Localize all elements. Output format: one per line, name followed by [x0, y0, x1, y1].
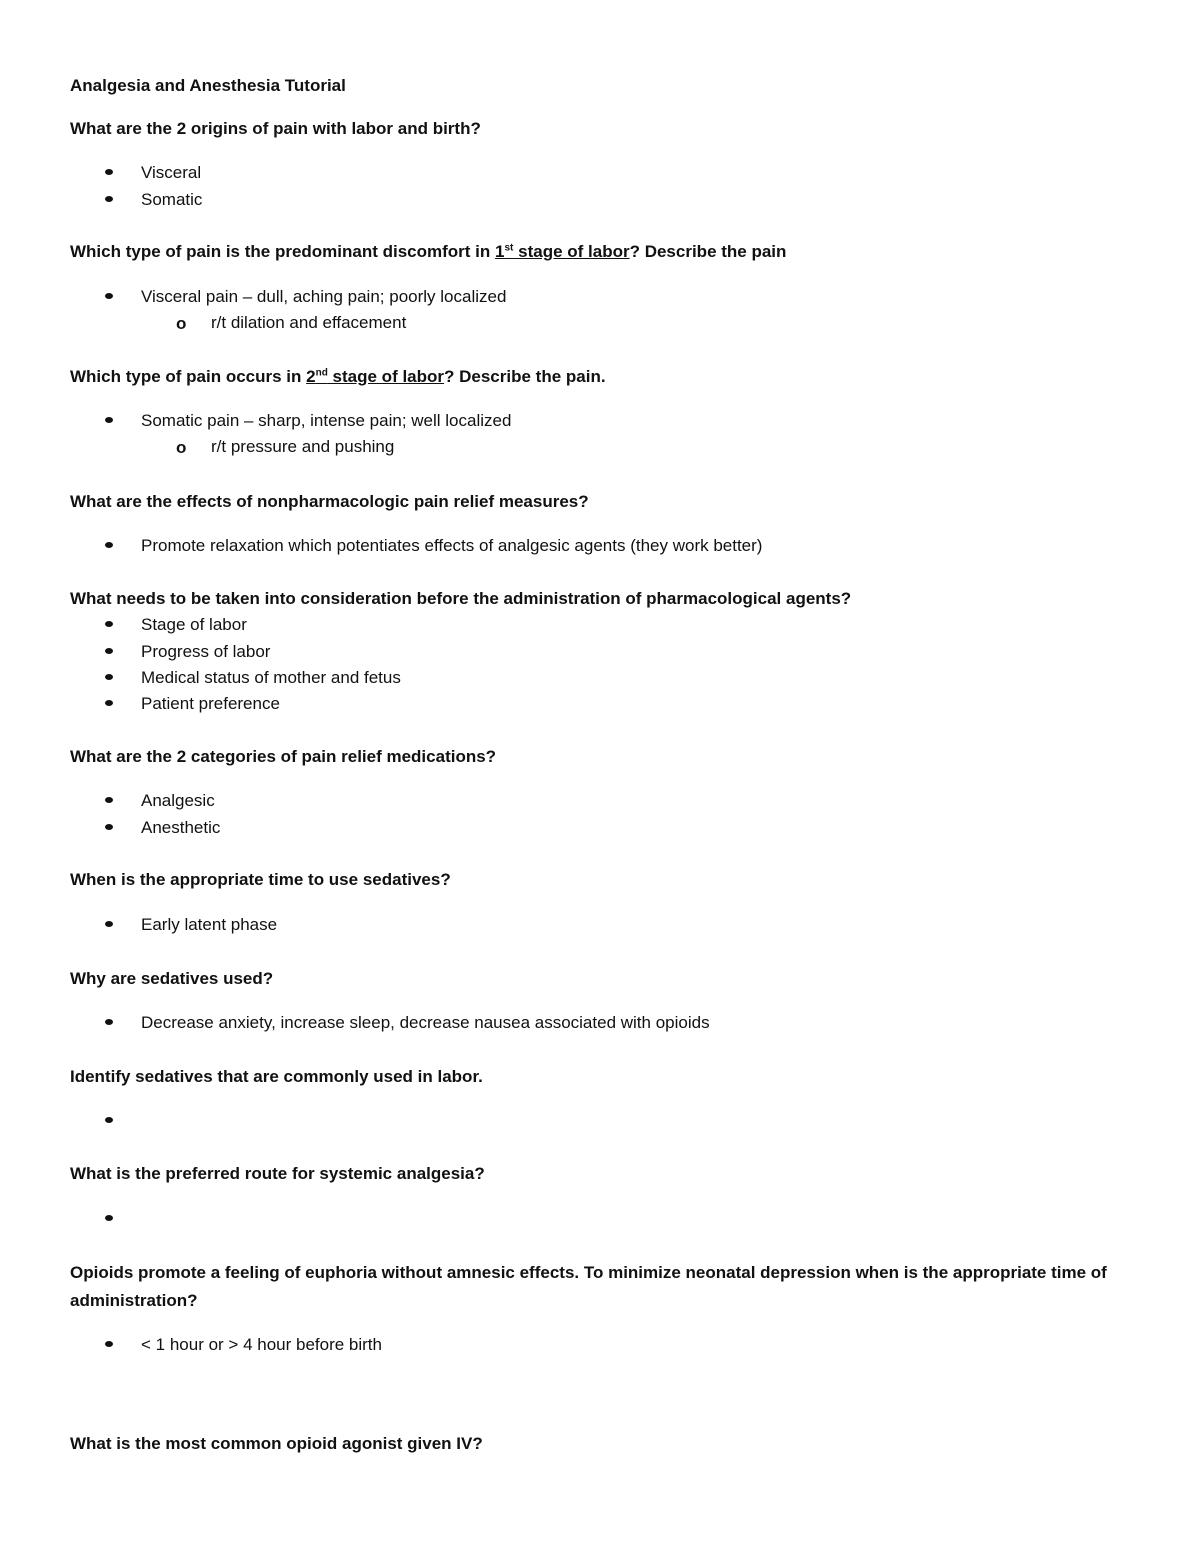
bullet-icon — [105, 824, 113, 830]
answer-visceral-pain: Visceral pain – dull, aching pain; poorly localized — [141, 287, 507, 306]
answer-analgesic: Analgesic — [141, 791, 215, 810]
bullet-icon — [105, 1019, 113, 1025]
bullet-icon — [105, 1341, 113, 1347]
bullet-icon — [105, 293, 113, 299]
question-text-end: ? Describe the pain — [629, 242, 787, 261]
answer-early-latent: Early latent phase — [141, 915, 278, 934]
stage-number: 2 — [306, 367, 316, 386]
question-considerations: What needs to be taken into consideration before the administration of pharmacological agents? — [70, 589, 852, 608]
sub-answer-pressure: r/t pressure and pushing — [211, 437, 395, 456]
bullet-icon — [105, 674, 113, 680]
question-sedative-timing: When is the appropriate time to use sedatives? — [70, 870, 451, 889]
question-text: Which type of pain occurs in — [70, 367, 307, 386]
ordinal-suffix: nd — [315, 367, 328, 379]
bullet-icon — [105, 196, 113, 202]
sub-bullet-icon: o — [176, 438, 187, 457]
bullet-icon — [105, 169, 113, 175]
question-pain-origins: What are the 2 origins of pain with labor and birth? — [70, 119, 481, 138]
answer-visceral: Visceral — [141, 163, 202, 182]
question-opioid-agonist: What is the most common opioid agonist given IV? — [70, 1434, 483, 1453]
stage-reference — [495, 242, 630, 261]
question-text: Which type of pain is the predominant discomfort in — [70, 242, 496, 261]
question-preferred-route: What is the preferred route for systemic analgesia? — [70, 1164, 485, 1183]
answer-anesthetic: Anesthetic — [141, 818, 221, 837]
answer-patient-preference: Patient preference — [141, 694, 280, 713]
answer-medical-status: Medical status of mother and fetus — [141, 668, 401, 687]
stage-reference — [306, 367, 444, 386]
bullet-icon — [105, 921, 113, 927]
bullet-icon — [105, 417, 113, 423]
question-second-stage-pain — [70, 366, 606, 388]
stage-label: stage of labor — [327, 367, 445, 386]
bullet-icon — [105, 700, 113, 706]
ordinal-suffix: st — [504, 242, 514, 254]
question-identify-sedatives: Identify sedatives that are commonly used in labor. — [70, 1067, 483, 1086]
question-opioid-timing: Opioids promote a feeling of euphoria without amnesic effects. To minimize neonatal depression when is the appropriate time of administration? — [70, 1263, 1107, 1310]
bullet-icon — [105, 1117, 113, 1123]
bullet-icon — [105, 797, 113, 803]
sub-bullet-icon: o — [176, 314, 187, 333]
bullet-icon — [105, 648, 113, 654]
bullet-icon — [105, 542, 113, 548]
answer-somatic-pain: Somatic pain – sharp, intense pain; well localized — [141, 411, 512, 430]
answer-somatic: Somatic — [141, 190, 203, 209]
sub-answer-dilation: r/t dilation and effacement — [211, 313, 407, 332]
answer-opioid-timing: < 1 hour or > 4 hour before birth — [141, 1335, 382, 1354]
stage-label: stage of labor — [513, 242, 630, 261]
answer-sedative-effects: Decrease anxiety, increase sleep, decrease nausea associated with opioids — [141, 1013, 710, 1032]
answer-progress-of-labor: Progress of labor — [141, 642, 271, 661]
question-categories: What are the 2 categories of pain relief medications? — [70, 747, 497, 766]
question-nonpharmacologic: What are the effects of nonpharmacologic pain relief measures? — [70, 492, 589, 511]
question-first-stage-pain — [70, 241, 786, 263]
answer-stage-of-labor: Stage of labor — [141, 615, 247, 634]
document-title: Analgesia and Anesthesia Tutorial — [70, 76, 346, 95]
question-why-sedatives: Why are sedatives used? — [70, 969, 274, 988]
stage-number: 1 — [495, 242, 505, 261]
bullet-icon — [105, 621, 113, 627]
question-text-end: ? Describe the pain. — [444, 367, 606, 386]
answer-relaxation: Promote relaxation which potentiates effects of analgesic agents (they work better) — [141, 536, 763, 555]
bullet-icon — [105, 1215, 113, 1221]
